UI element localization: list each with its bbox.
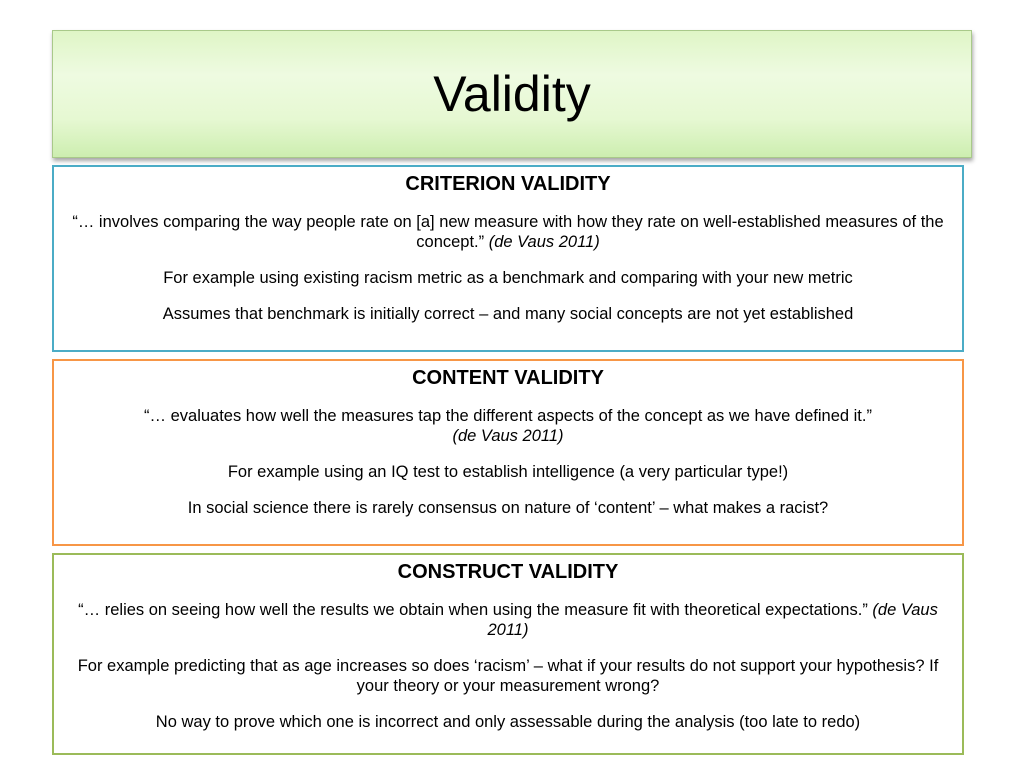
criterion-citation: (de Vaus 2011) <box>488 233 600 251</box>
slide-title: Validity <box>433 66 591 122</box>
criterion-validity-example: For example using existing racism metric as a benchmark and comparing with your new metric <box>163 269 853 287</box>
criterion-validity-heading: CRITERION VALIDITY <box>405 173 611 195</box>
content-quote-text: “… evaluates how well the measures tap the different aspects of the concept as we have defined it.” <box>144 407 872 425</box>
content-citation: (de Vaus 2011) <box>452 427 564 445</box>
criterion-validity-panel <box>52 165 964 352</box>
content-validity-quote <box>62 406 954 446</box>
construct-validity-note: No way to prove which one is incorrect and only assessable during the analysis (too late to redo) <box>155 713 861 731</box>
criterion-quote-text: “… involves comparing the way people rate on [a] new measure with how they rate on well-established measures of the concept.” <box>72 213 944 251</box>
content-validity-heading: CONTENT VALIDITY <box>412 367 604 389</box>
slide-title-box <box>52 30 972 158</box>
construct-citation: (de Vaus 2011) <box>487 601 938 639</box>
construct-validity-panel <box>52 553 964 755</box>
content-validity-panel <box>52 359 964 546</box>
construct-validity-heading: CONSTRUCT VALIDITY <box>397 561 619 583</box>
content-validity-example: For example using an IQ test to establish intelligence (a very particular type!) <box>227 463 789 481</box>
construct-quote-text: “… relies on seeing how well the results we obtain when using the measure fit with theoretical expectations.” <box>78 601 868 619</box>
construct-validity-quote <box>62 600 954 640</box>
criterion-validity-note: Assumes that benchmark is initially correct – and many social concepts are not yet established <box>162 305 854 323</box>
construct-validity-example: For example predicting that as age increases so does ‘racism’ – what if your results do not support your hypothesis? If your theory or your measurement wrong? <box>77 657 939 695</box>
content-validity-note: In social science there is rarely consensus on nature of ‘content’ – what makes a racist? <box>187 499 829 517</box>
criterion-validity-quote <box>62 212 954 252</box>
